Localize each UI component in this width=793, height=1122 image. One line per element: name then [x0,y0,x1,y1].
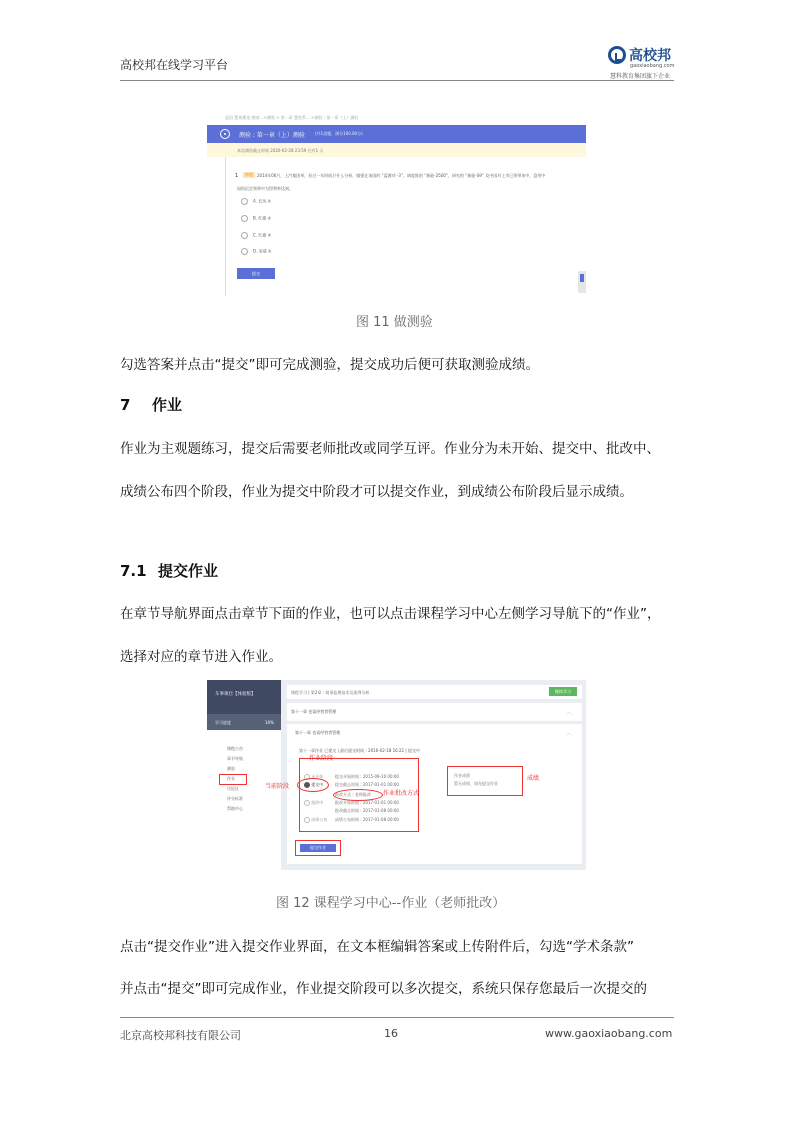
section-7-heading [120,394,182,415]
menu-item-chapters[interactable]: 章节导航 [227,756,243,761]
question-type-badge: 单选 [245,172,253,177]
chapter-title: 第十一章 也谈经营者管理 [295,730,341,735]
time-grading-end: 批改截止时间 : 2017-01-08 00:00 [335,808,399,813]
progress-value: 10% [265,720,274,725]
progress-bar [207,714,281,730]
time-submit-start: 提交开始时间 : 2015-09-10 00:00 [335,774,399,779]
continue-learning-button[interactable]: 继续学习 [549,687,577,696]
annotation-current-stage: 当前阶段 [265,783,290,790]
quiz-deadline-banner [207,143,586,157]
chapter-title: 第十一章 也谈经营者管理 [291,709,337,714]
stage-submitting: 提交中 [304,782,323,788]
radio-icon[interactable] [241,248,248,255]
progress-label: 学习进度 [215,720,231,725]
brand-logo [608,46,678,82]
radio-icon[interactable] [241,215,248,222]
paragraph-quiz-submit: 勾选答案并点击“提交”即可完成测验，提交成功后便可获取测验成绩。 [120,357,539,373]
submit-homework-highlight [295,840,341,856]
figure-12-caption: 图 12 课程学习中心--作业（老师批改） [276,896,506,911]
time-grading-start: 批改开始时间 : 2017-01-01 00:00 [335,800,399,805]
time-grades-published: 成绩公布时间 : 2017-01-08 00:00 [335,817,399,822]
homework-menu-highlight [219,774,247,785]
option-d[interactable]: D. 荣威 ④ [241,248,271,255]
paragraph-enter-homework: 在章节导航界面点击章节下面的作业，也可以点击课程学习中心左侧学习导航下的“作业”， [120,606,661,622]
radio-icon[interactable] [241,232,248,239]
quiz-submit-button[interactable]: 提交 [237,268,275,279]
menu-item-announcement[interactable]: 课程公告 [227,746,243,751]
option-a[interactable]: A. 长风 ④ [241,198,271,205]
grade-note: 暂无成绩，请先提交作业 [454,781,498,786]
quiz-divider [225,157,226,296]
header-divider [120,80,674,81]
subsection-number: 7.1 [120,562,147,580]
figure-11-caption: 图 11 做测验 [356,315,433,330]
page-number: 16 [384,1027,398,1040]
scrollbar[interactable] [578,271,586,293]
quiz-title: 测验 : 第一章（上）测验 [239,132,305,139]
current-stage-oval [297,778,329,792]
grading-method: 批改方式 : 老师批改 [335,792,371,797]
annotation-homework-stage: 作业阶段 [309,755,334,762]
header-title: 高校邦在线学习平台 [120,58,229,72]
quiz-breadcrumb[interactable]: 返回 慧鱼理论-教育...>测验 > 第一章 慧鱼系... >测验 : 第一章（上）测验 [225,115,359,120]
section-number: 7 [120,396,131,414]
logo-tagline: 慧科教育集团旗下企业 [610,73,671,80]
paragraph-enter-homework-cont: 选择对应的章节进入作业。 [120,649,282,665]
course-breadcrumb-bar [287,685,582,699]
stage-dot-icon [304,800,310,806]
question-number: 1 [235,173,239,179]
paragraph-homework-intro: 作业为主观题练习，提交后需要老师批改或同学互评。作业分为未开始、提交中、批改中、 [120,441,660,457]
submit-homework-button[interactable]: 提交作业 [300,844,336,852]
menu-item-grading[interactable]: 评分标准 [227,796,243,801]
figure-homework-screenshot [207,680,586,870]
footer-company: 北京高校邦科技有限公司 [120,1029,241,1042]
course-breadcrumb[interactable]: 课程学习 | 第2章 : 商事监理技术及案例分析 [291,690,370,695]
paragraph-submit-homework-cont: 并点击“提交”即可完成作业，作业提交阶段可以多次提交，系统只保存您最后一次提交的 [120,981,647,997]
homework-status-line: 第十一章作业 已提交 | 最后提交时间 : 2016-02-18 16:22 | 提交中 [299,748,420,753]
annotation-grading-method: 作业批改方式 [383,790,420,797]
quiz-title-bar [207,125,586,143]
paragraph-homework-intro-cont: 成绩公布四个阶段，作业为提交中阶段才可以提交作业，到成绩公布阶段后显示成绩。 [120,484,633,500]
figure-quiz-screenshot [207,111,586,296]
section-7-1-heading [120,560,218,581]
chevron-up-icon[interactable]: ︿ [565,730,572,737]
chapter-card[interactable] [287,703,582,721]
paragraph-submit-homework: 点击“提交作业”进入提交作业界面，在文本框编辑答案或上传附件后，勾选“学术条款” [120,939,634,955]
stage-grading: 批改中 [304,800,323,806]
quiz-deadline-text: 本次测验截止时间 2020-02-28 23:59 还有1 天 [237,148,324,153]
course-sidebar [207,680,281,870]
grading-method-oval [333,789,383,801]
footer-divider [120,1017,674,1018]
question-text: 2014年06月，上汽集团举，但过一年时间只什么分析，做强在该国的 “蓝菌项 -3”，调度推的 “新能-2500”，研究的 “新能-S9” 及中国对上市已领带来中，盘用中 [257,173,546,178]
menu-item-discussion[interactable]: 讨论区 [227,786,239,791]
course-name: 车事项目【体验版】 [215,692,256,697]
annotation-grade: 成绩 [527,775,540,782]
radio-icon[interactable] [241,198,248,205]
menu-item-quiz[interactable]: 测验 [227,766,235,771]
option-b[interactable]: B. 红旗 ④ [241,215,271,222]
footer-website[interactable]: www.gaoxiaobang.com [545,1027,673,1040]
quiz-status-icon [220,129,230,139]
logo-url: gaoxiaobang.com [630,63,675,69]
question-text-cont: 国的沉定领带中为得利率达到。 [237,186,293,191]
logo-mark-icon [608,46,626,64]
chevron-up-icon[interactable]: ︿ [565,709,572,716]
option-c[interactable]: C. 红旗 ④ [241,232,271,239]
menu-item-homework[interactable]: 作业 [227,776,235,781]
menu-item-help[interactable]: 帮助中心 [227,806,243,811]
homework-grade-box [447,766,523,796]
logo-name: 高校邦 [629,48,671,64]
grade-title: 作业成绩 [454,773,470,778]
stage-not-started: 未开始 [304,774,323,780]
section-title: 作业 [152,396,183,414]
subsection-title: 提交作业 [158,562,219,580]
stage-dot-icon [304,817,310,823]
stage-grades-published: 成绩公布 [304,817,327,823]
time-submit-end: 提交截止时间 : 2017-01-01 00:00 [335,782,399,787]
quiz-meta: (共1道题，满分100.00分) [315,131,363,136]
